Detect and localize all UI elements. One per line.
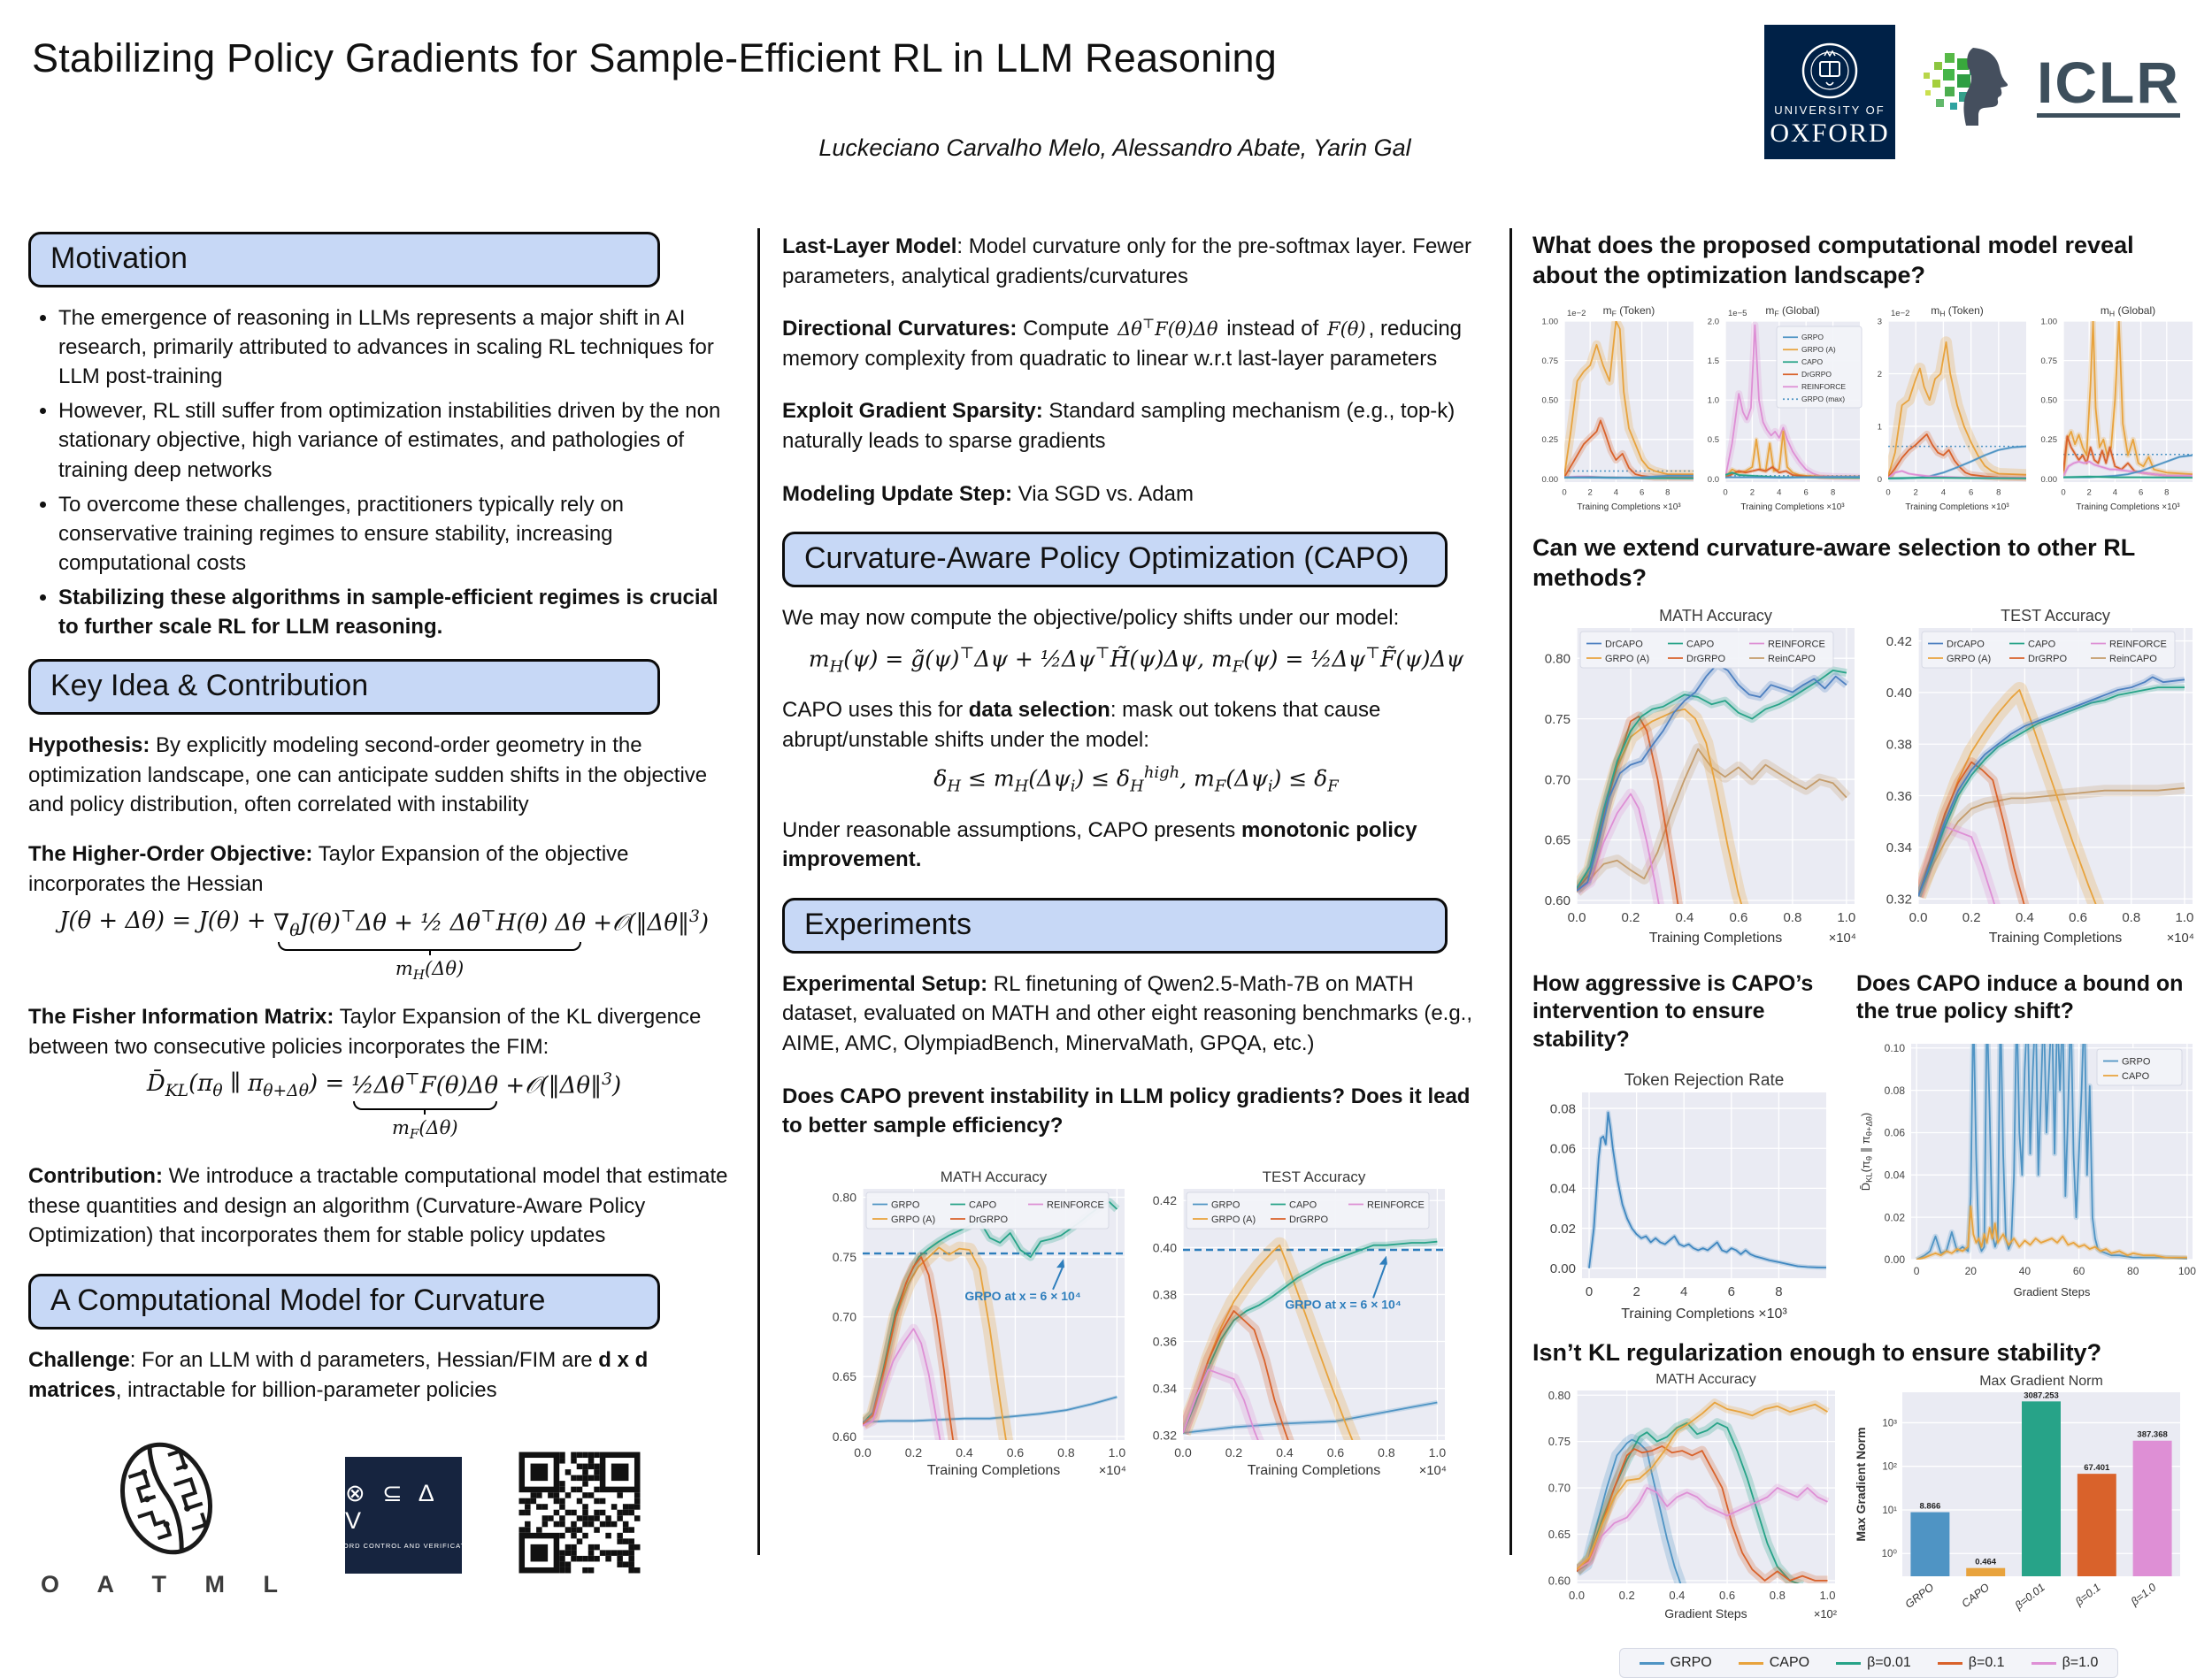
equation-capo-constraints: $\delta_H \le m_H(\Delta\psi_i) \le \delta_H^{high}$, $m_F(\Delta\psi_i) \le \delta_F$ [933,763,1339,796]
svg-text:CAPO: CAPO [1959,1581,1993,1611]
svg-text:ReinCAPO: ReinCAPO [2109,653,2157,664]
directional-curvatures-paragraph: Directional Curvatures: Compute Δθ⊤F(θ)Δθ instead of F(θ) , reducing memory complexity from quadratic to linear w.r.t last-layer parameters [782,316,1463,371]
svg-text:2: 2 [1749,487,1755,498]
column-divider-2 [1509,228,1512,1555]
hypothesis-paragraph: Hypothesis: By explicitly modeling second-order geometry in the optimization landscape, one can anticipate sudden shifts in the objective and policy distribution, often correlated with instability [28,733,708,817]
svg-text:10⁰: 10⁰ [1881,1549,1897,1560]
chart-math-accuracy-kl [1532,1369,1844,1628]
svg-text:GRPO: GRPO [1211,1199,1240,1211]
svg-text:2: 2 [1877,369,1882,379]
svg-text:0.32: 0.32 [1152,1428,1177,1443]
svg-text:2: 2 [1632,1283,1640,1299]
svg-text:0.6: 0.6 [1006,1444,1025,1460]
svg-text:×10⁴: ×10⁴ [1828,931,1856,946]
svg-text:0.4: 0.4 [1669,1589,1686,1603]
svg-text:×10⁴: ×10⁴ [2166,931,2194,946]
svg-text:0.4: 0.4 [956,1444,973,1460]
svg-text:0.02: 0.02 [1549,1221,1576,1237]
svg-text:3087.253: 3087.253 [2024,1391,2059,1401]
qr-code-icon [513,1446,646,1579]
oatml-logo [41,1431,294,1598]
svg-text:Training Completions: Training Completions [1648,931,1783,946]
svg-text:Training Completions ×10³: Training Completions ×10³ [2076,502,2180,512]
svg-text:0.04: 0.04 [1549,1181,1576,1197]
svg-text:REINFORCE: REINFORCE [1367,1199,1425,1211]
svg-text:1e−5: 1e−5 [1728,308,1747,318]
svg-text:GRPO (A): GRPO (A) [1801,344,1836,354]
svg-text:Gradient Steps: Gradient Steps [2013,1284,2091,1299]
svg-text:1.00: 1.00 [2040,316,2057,326]
svg-text:Max Gradient Norm: Max Gradient Norm [1979,1374,2103,1390]
svg-text:0.70: 0.70 [1548,1481,1571,1495]
oatml-letters: O A T M L [41,1571,294,1598]
right-column [1532,226,2205,1678]
svg-text:0.40: 0.40 [1152,1240,1177,1255]
equation-fim: $D̄_{KL}(\pi_\theta$ ∥ $\pi_{\theta+\Delta\theta}$) = ½Δθ⊤F(θ)Δθ $m_F(\Delta\theta)$ +𝒪(‖Δθ‖$^3$) [146,1070,622,1143]
svg-text:1: 1 [1877,421,1882,432]
chart-mh-global [2032,300,2198,520]
svg-text:GRPO: GRPO [1801,332,1824,341]
svg-text:4: 4 [1777,487,1782,498]
equation-capo-model: $m_H(\psi)$ = g̃(ψ)⊤Δψ + ½Δψ⊤H̃(ψ)Δψ, $m_F(\psi)$ = ½Δψ⊤F̃(ψ)Δψ [808,643,1464,677]
svg-text:8: 8 [2164,487,2170,498]
svg-text:CAPO: CAPO [969,1199,997,1211]
section-capo: Curvature-Aware Policy Optimization (CAPO) [782,532,1448,587]
svg-text:0.38: 0.38 [1152,1287,1177,1302]
svg-text:0.34: 0.34 [1886,840,1912,856]
update-step-paragraph: Modeling Update Step: Via SGD vs. Adam [782,481,1194,506]
svg-text:0.00: 0.00 [1541,474,1558,485]
svg-text:8: 8 [1830,487,1836,498]
chart-math-accuracy-extend [1532,601,1863,953]
legend-item: β=0.01 [1836,1655,1911,1671]
svg-text:0.06: 0.06 [1549,1141,1576,1157]
svg-text:0.75: 0.75 [2040,356,2057,366]
svg-text:0.0: 0.0 [854,1444,872,1460]
svg-text:DrGRPO: DrGRPO [2028,653,2067,664]
svg-text:β=0.1: β=0.1 [2072,1581,2103,1609]
svg-text:Training Completions ×10³: Training Completions ×10³ [1577,502,1681,512]
svg-text:0.5: 0.5 [1707,434,1719,445]
chart-test-accuracy-extend [1870,601,2201,953]
svg-text:0.00: 0.00 [2040,474,2057,485]
chart-max-gradient-norm [1853,1369,2189,1639]
section-computational-model: A Computational Model for Curvature [28,1274,660,1329]
svg-text:GRPO (A): GRPO (A) [1605,653,1650,664]
oxford-logo-line1: UNIVERSITY OF [1774,103,1886,117]
svg-text:×10⁴: ×10⁴ [1098,1463,1126,1478]
svg-text:0.60: 0.60 [832,1429,856,1444]
svg-text:GRPO (A): GRPO (A) [1211,1214,1256,1225]
svg-text:6: 6 [1727,1283,1735,1299]
motivation-bullet-1: • The emergence of reasoning in LLMs represents a major shift in AI research, primarily attributed to advances in scaling RL techniques for LLM post-training [58,303,740,391]
svg-text:0.40: 0.40 [1886,686,1912,701]
svg-text:Training Completions ×10³: Training Completions ×10³ [1905,502,2009,512]
svg-text:0.65: 0.65 [1548,1528,1571,1542]
svg-text:0.34: 0.34 [1152,1381,1177,1396]
section-motivation: Motivation [28,232,660,287]
oxford-logo [1764,25,1895,159]
svg-text:8: 8 [1775,1283,1783,1299]
capo-selection-paragraph: CAPO uses this for data selection: mask out tokens that cause abrupt/unstable shifts under the model: [782,698,1381,752]
svg-text:GRPO (A): GRPO (A) [891,1214,936,1225]
svg-text:2: 2 [2086,487,2092,498]
poster-authors: Luckeciano Carvalho Melo, Alessandro Abate, Yarin Gal [818,134,1411,161]
svg-text:mH (Token): $m_H$ (Token) [1931,303,1984,318]
svg-text:Training Completions: Training Completions [926,1462,1061,1478]
svg-text:8: 8 [1996,487,2001,498]
svg-text:1.00: 1.00 [1541,316,1558,326]
svg-text:0.60: 0.60 [1548,1574,1571,1588]
svg-text:mH (Global): $m_H$ (Global) [2100,303,2156,318]
svg-text:0.2: 0.2 [904,1444,923,1460]
middle-column [782,232,1490,1485]
fim-paragraph: The Fisher Information Matrix: Taylor Expansion of the KL divergence between two consecutive policies incorporates the FIM: [28,1005,702,1059]
higher-order-paragraph: The Higher-Order Objective: Taylor Expansion of the objective incorporates the Hessian [28,841,629,896]
svg-text:GRPO: GRPO [891,1199,920,1211]
svg-text:0.0: 0.0 [1174,1444,1192,1460]
svg-text:0.42: 0.42 [1886,633,1912,649]
svg-text:0.75: 0.75 [1544,712,1571,728]
svg-text:4: 4 [1680,1283,1688,1299]
svg-text:Max Gradient Norm: Max Gradient Norm [1854,1427,1868,1542]
svg-text:0.42: 0.42 [1152,1192,1177,1207]
svg-text:0.70: 0.70 [832,1309,856,1324]
chart-mf-global [1699,300,1865,520]
svg-text:1.0: 1.0 [1428,1444,1447,1460]
svg-text:Training Completions: Training Completions [1988,931,2123,946]
motivation-bullets [28,303,740,641]
svg-text:60: 60 [2072,1264,2085,1277]
svg-text:0: 0 [1886,487,1891,498]
oxcav-symbols: ⊗ ⊆ Δ V [344,1480,439,1535]
svg-text:0.4: 0.4 [1276,1444,1294,1460]
svg-text:0.08: 0.08 [1549,1101,1576,1117]
svg-text:4: 4 [2112,487,2118,498]
svg-text:CAPO: CAPO [1801,356,1824,366]
svg-text:0: 0 [1877,474,1882,485]
svg-text:0.4: 0.4 [2015,910,2034,926]
chart-mh-token [1865,300,2032,520]
legend-item: β=0.1 [1938,1655,2005,1671]
svg-text:0.06: 0.06 [1884,1126,1905,1139]
poster-title: Stabilizing Policy Gradients for Sample-Efficient RL in LLM Reasoning [32,35,1277,80]
svg-text:DrGRPO: DrGRPO [969,1214,1008,1225]
svg-text:387.368: 387.368 [2137,1429,2168,1440]
svg-text:0.10: 0.10 [1884,1041,1905,1054]
last-layer-paragraph: Last-Layer Model: Model curvature only for the pre-softmax layer. Fewer parameters, analytical gradients/curvatures [782,234,1471,288]
svg-text:2.0: 2.0 [1707,316,1719,326]
svg-text:8: 8 [1665,487,1671,498]
svg-text:0.8: 0.8 [1057,1444,1075,1460]
svg-text:GRPO (A): GRPO (A) [1947,653,1992,664]
svg-text:0.75: 0.75 [1548,1435,1571,1449]
svg-text:0: 0 [1913,1264,1920,1277]
svg-text:0.80: 0.80 [1544,651,1571,667]
svg-text:0.8: 0.8 [1783,910,1802,926]
svg-text:DrGRPO: DrGRPO [1686,653,1725,664]
svg-text:mF (Global): $m_F$ (Global) [1765,303,1820,318]
svg-text:GRPO at x = 6 × 10⁴: GRPO at x = 6 × 10⁴ [1285,1297,1402,1312]
svg-text:MATH Accuracy: MATH Accuracy [1655,1372,1756,1388]
motivation-bullet-3: • To overcome these challenges, practitioners typically rely on conservative training regimes to ensure stability, increasing computational costs [58,490,740,578]
svg-text:REINFORCE: REINFORCE [1768,639,1825,650]
svg-text:GRPO (max): GRPO (max) [1801,394,1846,403]
svg-text:2: 2 [1587,487,1593,498]
svg-text:2: 2 [1913,487,1918,498]
motivation-bullet-2: • However, RL still suffer from optimization instabilities driven by the non stationary objective, high variance of estimates, and pathologies of training deep networks [58,396,740,484]
svg-text:Training Completions: Training Completions [1247,1462,1381,1478]
svg-text:1.5: 1.5 [1707,356,1719,366]
svg-text:0.0: 0.0 [1567,910,1586,926]
svg-text:DrGRPO: DrGRPO [1289,1214,1328,1225]
svg-text:β=1.0: β=1.0 [2128,1581,2159,1609]
chart-math-accuracy-main [818,1164,1133,1485]
svg-text:1.0: 1.0 [1837,910,1856,926]
svg-text:×10⁴: ×10⁴ [1418,1463,1447,1478]
svg-text:0.36: 0.36 [1152,1334,1177,1349]
svg-text:ReinCAPO: ReinCAPO [1768,653,1816,664]
chart-token-rejection [1532,1057,1844,1329]
svg-text:10¹: 10¹ [1882,1506,1897,1517]
question-landscape: What does the proposed computational model reveal about the optimization landscape? [1532,232,2134,289]
oxford-logo-line2: OXFORD [1770,119,1890,148]
svg-text:0.8: 0.8 [1378,1444,1395,1460]
svg-text:DrGRPO: DrGRPO [1801,369,1832,379]
capo-intro: We may now compute the objective/policy shifts under our model: [782,606,1400,631]
svg-text:CAPO: CAPO [1289,1199,1317,1211]
svg-text:67.401: 67.401 [2084,1463,2110,1474]
svg-text:Training Completions ×10³: Training Completions ×10³ [1740,502,1845,512]
svg-text:0.70: 0.70 [1544,772,1571,788]
svg-text:0.38: 0.38 [1886,737,1912,753]
svg-text:40: 40 [2018,1264,2032,1277]
svg-text:0.80: 0.80 [832,1190,856,1205]
svg-text:0.50: 0.50 [2040,395,2057,406]
svg-text:GRPO at x = 6 × 10⁴: GRPO at x = 6 × 10⁴ [964,1288,1081,1303]
svg-text:REINFORCE: REINFORCE [1801,381,1847,391]
svg-text:0.8: 0.8 [2122,910,2141,926]
svg-text:1.0: 1.0 [2175,910,2194,926]
svg-text:0.08: 0.08 [1884,1084,1905,1097]
stability-row [1532,963,2205,1329]
footer-logos [41,1431,740,1598]
svg-text:0: 0 [1723,487,1728,498]
svg-text:6: 6 [1968,487,1974,498]
svg-text:1.0: 1.0 [1819,1589,1836,1603]
svg-text:0.75: 0.75 [832,1249,856,1264]
svg-text:3: 3 [1877,316,1882,326]
iclr-logo-text: ICLR [2037,52,2180,118]
svg-text:0.6: 0.6 [1326,1444,1345,1460]
svg-text:4: 4 [1613,487,1619,498]
svg-text:6: 6 [1803,487,1809,498]
svg-text:20: 20 [1964,1264,1977,1277]
extend-charts [1532,601,2205,953]
svg-text:0.80: 0.80 [1548,1388,1571,1402]
oxcav-logo [326,1457,480,1574]
oxford-crest-icon [1797,38,1863,103]
svg-text:mF (Token): $m_F$ (Token) [1602,303,1655,318]
section-experiments: Experiments [782,898,1448,954]
svg-text:0.50: 0.50 [1541,395,1558,406]
motivation-bullet-4: • Stabilizing these algorithms in sample-efficient regimes is crucial to further scale RL for LLM reasoning. [58,583,740,641]
svg-text:0.25: 0.25 [2040,434,2057,445]
svg-text:6: 6 [1639,487,1645,498]
legend-item: GRPO [1640,1655,1712,1671]
svg-text:0: 0 [2061,487,2066,498]
rejection-stack [1532,963,1844,1329]
svg-text:6: 6 [2138,487,2144,498]
svg-text:0.0: 0.0 [1707,474,1719,485]
svg-text:Gradient Steps: Gradient Steps [1664,1606,1747,1621]
experiments-charts [782,1164,1490,1485]
question-extend: Can we extend curvature-aware selection to other RL methods? [1532,533,2135,591]
svg-text:0: 0 [1562,487,1567,498]
svg-text:0.6: 0.6 [1719,1589,1736,1603]
question-aggressive: How aggressive is CAPO’s intervention to ensure stability? [1532,971,1814,1052]
kl-charts [1532,1369,2205,1639]
svg-text:0.8: 0.8 [1769,1589,1786,1603]
oxcav-caption: OXFORD CONTROL AND VERIFICATION [326,1542,480,1551]
svg-text:0.60: 0.60 [1544,893,1571,909]
svg-text:0.04: 0.04 [1884,1168,1905,1182]
svg-text:β=0.01: β=0.01 [2012,1581,2047,1613]
iclr-head-icon [1918,42,2024,127]
section-key-idea: Key Idea & Contribution [28,659,660,715]
equation-higher-order: J(θ + Δθ) = J(θ) + $\nabla_\theta J(\theta)^⊤\Delta\theta$ + ½ Δθ⊤H(θ) Δθ $m_H(\Delta\theta)$ +𝒪(‖Δθ‖$^3$) [58,908,710,984]
svg-text:0.2: 0.2 [1621,910,1640,926]
svg-text:0.36: 0.36 [1886,788,1912,804]
svg-text:0.464: 0.464 [1975,1557,1997,1567]
legend-item: CAPO [1739,1655,1809,1671]
svg-text:TEST Accuracy: TEST Accuracy [1262,1168,1366,1185]
chart-mf-token [1532,300,1699,520]
gradient-sparsity-paragraph: Exploit Gradient Sparsity: Standard sampling mechanism (e.g., top-k) naturally leads to sparse gradients [782,399,1455,453]
svg-text:100: 100 [2177,1264,2196,1277]
column-divider-1 [757,228,760,1555]
svg-text:8.866: 8.866 [1919,1501,1941,1512]
svg-text:0.65: 0.65 [1544,832,1571,848]
svg-text:Token Rejection Rate: Token Rejection Rate [1624,1070,1785,1090]
svg-text:1.0: 1.0 [1707,395,1719,406]
iclr-logo [1918,42,2180,127]
svg-text:TEST Accuracy: TEST Accuracy [2001,607,2110,625]
svg-text:1.0: 1.0 [1108,1444,1126,1460]
svg-text:0.02: 0.02 [1884,1210,1905,1223]
svg-text:0.0: 0.0 [1568,1589,1586,1603]
svg-text:10³: 10³ [1882,1418,1897,1429]
experimental-setup-paragraph: Experimental Setup: RL finetuning of Qwen2.5-Math-7B on MATH dataset, evaluated on MATH and other eight reasoning benchmarks (e.g., AIME, AMC, OlympiadBench, MinervaMath, GPQA, etc.) [782,971,1473,1055]
svg-text:0.0: 0.0 [1909,910,1928,926]
svg-text:Training Completions ×10³: Training Completions ×10³ [1621,1306,1787,1322]
svg-text:0.00: 0.00 [1884,1253,1905,1266]
svg-text:0.25: 0.25 [1541,434,1558,445]
svg-text:DrCAPO: DrCAPO [1947,639,1985,650]
policy-shift-stack [1856,963,2203,1306]
svg-text:1e−2: 1e−2 [1891,308,1910,318]
qr-code [513,1446,646,1583]
experiments-question: Does CAPO prevent instability in LLM policy gradients? Does it lead to better sample efficiency? [782,1084,1471,1138]
svg-text:0.4: 0.4 [1675,910,1694,926]
contribution-paragraph: Contribution: We introduce a tractable computational model that estimate these quantities and design an algorithm (Curvature-Aware Policy Optimization) that incorporates them for stable policy updates [28,1164,728,1248]
svg-text:CAPO: CAPO [1686,639,1715,650]
svg-text:0.6: 0.6 [1729,910,1748,926]
svg-text:1e−2: 1e−2 [1567,308,1586,318]
svg-text:DrCAPO: DrCAPO [1605,639,1643,650]
chart-kl-policy-shift [1856,1030,2203,1306]
underbrace [353,1101,497,1110]
svg-text:0.2: 0.2 [1225,1444,1243,1460]
left-column [28,232,740,1598]
challenge-paragraph: Challenge: For an LLM with d parameters, Hessian/FIM are d x d matrices, intractable for billion-parameter policies [28,1348,649,1402]
question-bound: Does CAPO induce a bound on the true policy shift? [1856,971,2184,1024]
svg-text:0.65: 0.65 [832,1368,856,1383]
underbrace [278,942,581,951]
svg-text:MATH Accuracy: MATH Accuracy [1659,607,1772,625]
monotonic-paragraph: Under reasonable assumptions, CAPO presents monotonic policy improvement. [782,817,1417,872]
svg-text:REINFORCE: REINFORCE [2109,639,2167,650]
chart-test-accuracy-main [1139,1164,1454,1485]
kl-legend-strip [1619,1648,2119,1678]
svg-text:CAPO: CAPO [2122,1070,2150,1082]
svg-text:D̄KL(πθ ∥ πθ+Δθ): $D̄_{KL}(\pi_\theta$ ∥ $\pi_{\theta+\Delta\theta}$) [1859,1112,1874,1191]
svg-text:0.2: 0.2 [1618,1589,1635,1603]
svg-text:REINFORCE: REINFORCE [1047,1199,1104,1211]
svg-text:0.00: 0.00 [1549,1260,1576,1276]
svg-text:80: 80 [2127,1264,2139,1277]
svg-text:10²: 10² [1882,1461,1897,1473]
legend-item: β=1.0 [2032,1655,2099,1671]
question-kl: Isn’t KL regularization enough to ensure stability? [1532,1338,2102,1366]
svg-text:0.2: 0.2 [1962,910,1981,926]
oatml-brain-icon [107,1431,227,1566]
svg-text:CAPO: CAPO [2028,639,2056,650]
landscape-charts [1532,300,2205,520]
svg-text:0.6: 0.6 [2069,910,2088,926]
svg-text:MATH Accuracy: MATH Accuracy [940,1168,1048,1185]
svg-text:GRPO: GRPO [2122,1055,2151,1067]
svg-text:0.75: 0.75 [1541,356,1558,366]
svg-text:4: 4 [1940,487,1947,498]
svg-text:0: 0 [1585,1283,1594,1299]
svg-text:×10²: ×10² [1813,1607,1837,1621]
svg-text:0.32: 0.32 [1886,892,1912,908]
svg-text:GRPO: GRPO [1902,1581,1937,1612]
